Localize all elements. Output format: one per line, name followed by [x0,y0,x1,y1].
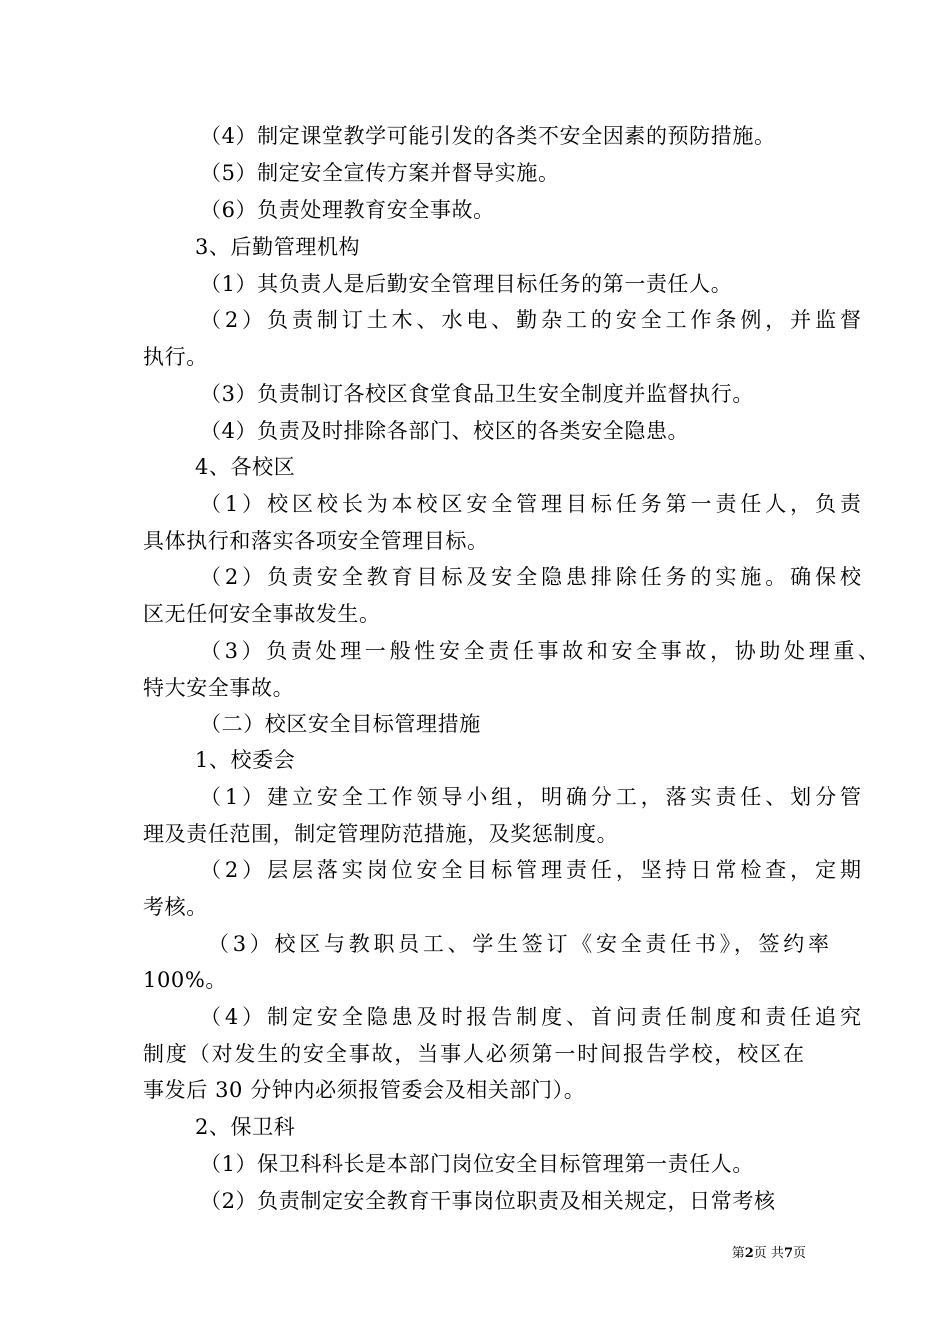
text-line: 理及责任范围，制定管理防范措施，及奖惩制度。 [143,822,619,846]
text-line: 执行。 [143,345,208,369]
total-page-count: 7 [783,1246,793,1261]
text-line: 2、保卫科 [195,1115,296,1139]
text-line: 事发后 30 分钟内必须报管委会及相关部门）。 [143,1078,586,1102]
text-line: （3）负责处理一般性安全责任事故和安全事故，协助处理重、 [200,639,883,663]
text-line: （3）校区与教职员工、学生签订《安全责任书》，签约率 [208,932,833,956]
text-line: （5）制定安全宣传方案并督导实施。 [200,161,560,185]
text-line: （4）负责及时排除各部门、校区的各类安全隐患。 [200,419,690,443]
text-line: 特大安全事故。 [143,676,295,700]
text-line: （6）负责处理教育安全事故。 [200,198,495,222]
text-line: 具体执行和落实各项安全管理目标。 [143,529,489,553]
footer-prefix: 第 [731,1246,745,1261]
text-line: （2）负责制订土木、水电、勤杂工的安全工作条例，并监督 [200,308,865,332]
text-line: （1）建立安全工作领导小组，明确分工，落实责任、划分管 [200,785,865,809]
text-line: 1、校委会 [195,748,296,772]
text-line: （4）制定课堂教学可能引发的各类不安全因素的预防措施。 [200,124,776,148]
current-page-number: 2 [744,1246,754,1261]
text-line: 100%。 [143,968,228,992]
text-line: （3）负责制订各校区食堂食品卫生安全制度并监督执行。 [200,382,754,406]
text-line: 区无任何安全事故发生。 [143,602,381,626]
text-line: 考核。 [143,895,208,919]
footer-middle: 页 共 [753,1246,784,1261]
page-footer [732,1246,806,1262]
text-line: 制度（对发生的安全事故，当事人必须第一时间报告学校，校区在 [143,1042,806,1066]
text-line: 3、后勤管理机构 [195,235,361,259]
text-line: （2）层层落实岗位安全目标管理责任，坚持日常检查，定期 [200,858,865,882]
text-line: （1）保卫科科长是本部门岗位安全目标管理第一责任人。 [200,1152,754,1176]
text-line: （2）负责制定安全教育干事岗位职责及相关规定，日常考核 [200,1189,776,1213]
text-line: （2）负责安全教育目标及安全隐患排除任务的实施。确保校 [200,565,865,589]
text-line: （1）其负责人是后勤安全管理目标任务的第一责任人。 [200,272,733,296]
text-line: （1）校区校长为本校区安全管理目标任务第一责任人，负责 [200,492,865,516]
text-line: 4、各校区 [195,455,296,479]
text-line: （二）校区安全目标管理措施 [200,712,481,736]
text-line: （4）制定安全隐患及时报告制度、首问责任制度和责任追究 [200,1005,865,1029]
footer-suffix: 页 [792,1246,806,1261]
